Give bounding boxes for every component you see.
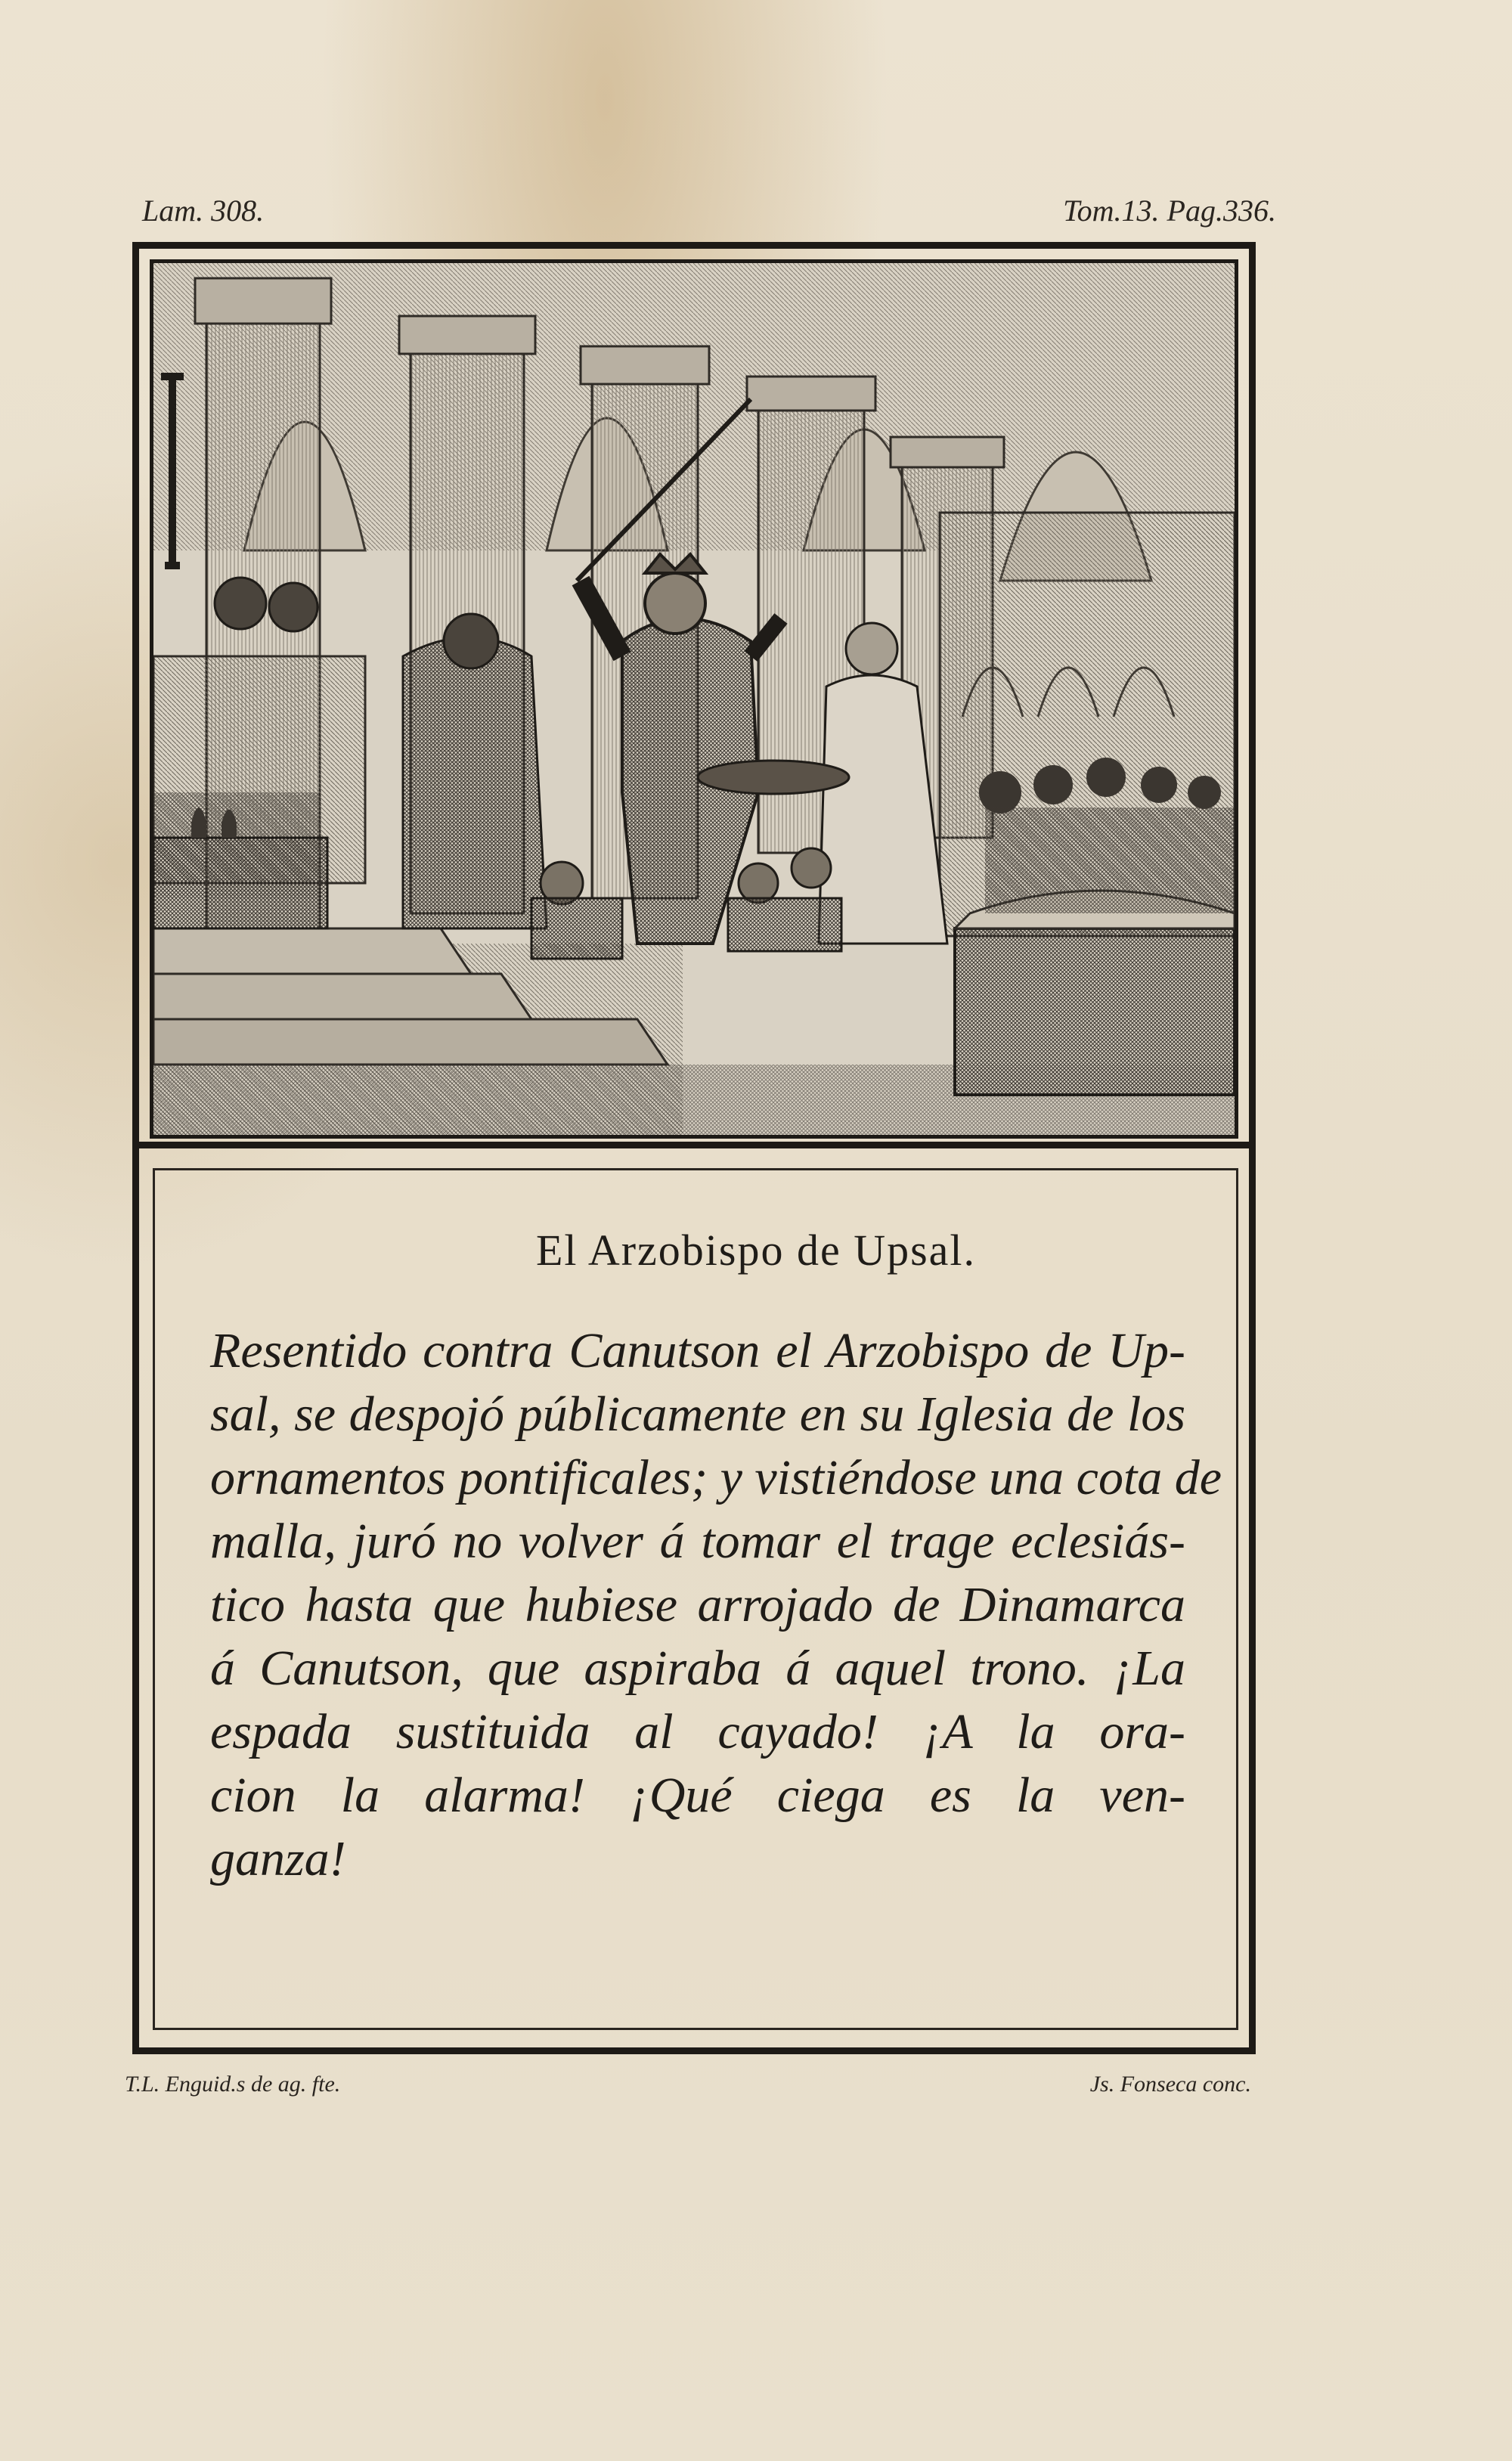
designer-credit: Js. Fonseca conc. (1089, 2072, 1251, 2097)
caption-line: ornamentos pontificales; y vistiéndose una cota de (210, 1450, 1222, 1505)
caption-body (210, 1319, 1222, 1891)
frame-divider (132, 1142, 1256, 1148)
caption-line: sal, se despojó públicamente en su Iglesia de los (210, 1387, 1185, 1442)
caption-line: á Canutson, que aspiraba á aquel trono. ¡La (210, 1641, 1185, 1696)
cathedral-scene-engraving (153, 263, 1235, 1135)
caption-line: Resentido contra Canutson el Arzobispo de Up- (210, 1323, 1185, 1378)
caption-title: El Arzobispo de Upsal. (535, 1226, 977, 1275)
caption-line: cion la alarma! ¡Qué ciega es la ven- (210, 1768, 1185, 1823)
caption-line: espada sustituida al cayado! ¡A la ora- (210, 1704, 1185, 1759)
caption-line: malla, juró no volver á tomar el trage eclesiás- (210, 1514, 1185, 1569)
caption-line: ganza! (210, 1831, 346, 1886)
plate-number: Lam. 308. (142, 194, 265, 228)
engraving-illustration (150, 259, 1238, 1139)
engraver-credit: T.L. Enguid.s de ag. fte. (125, 2072, 341, 2097)
caption-line: tico hasta que hubiese arrojado de Dinamarca (210, 1577, 1185, 1632)
volume-page-reference: Tom.13. Pag.336. (1063, 194, 1276, 228)
